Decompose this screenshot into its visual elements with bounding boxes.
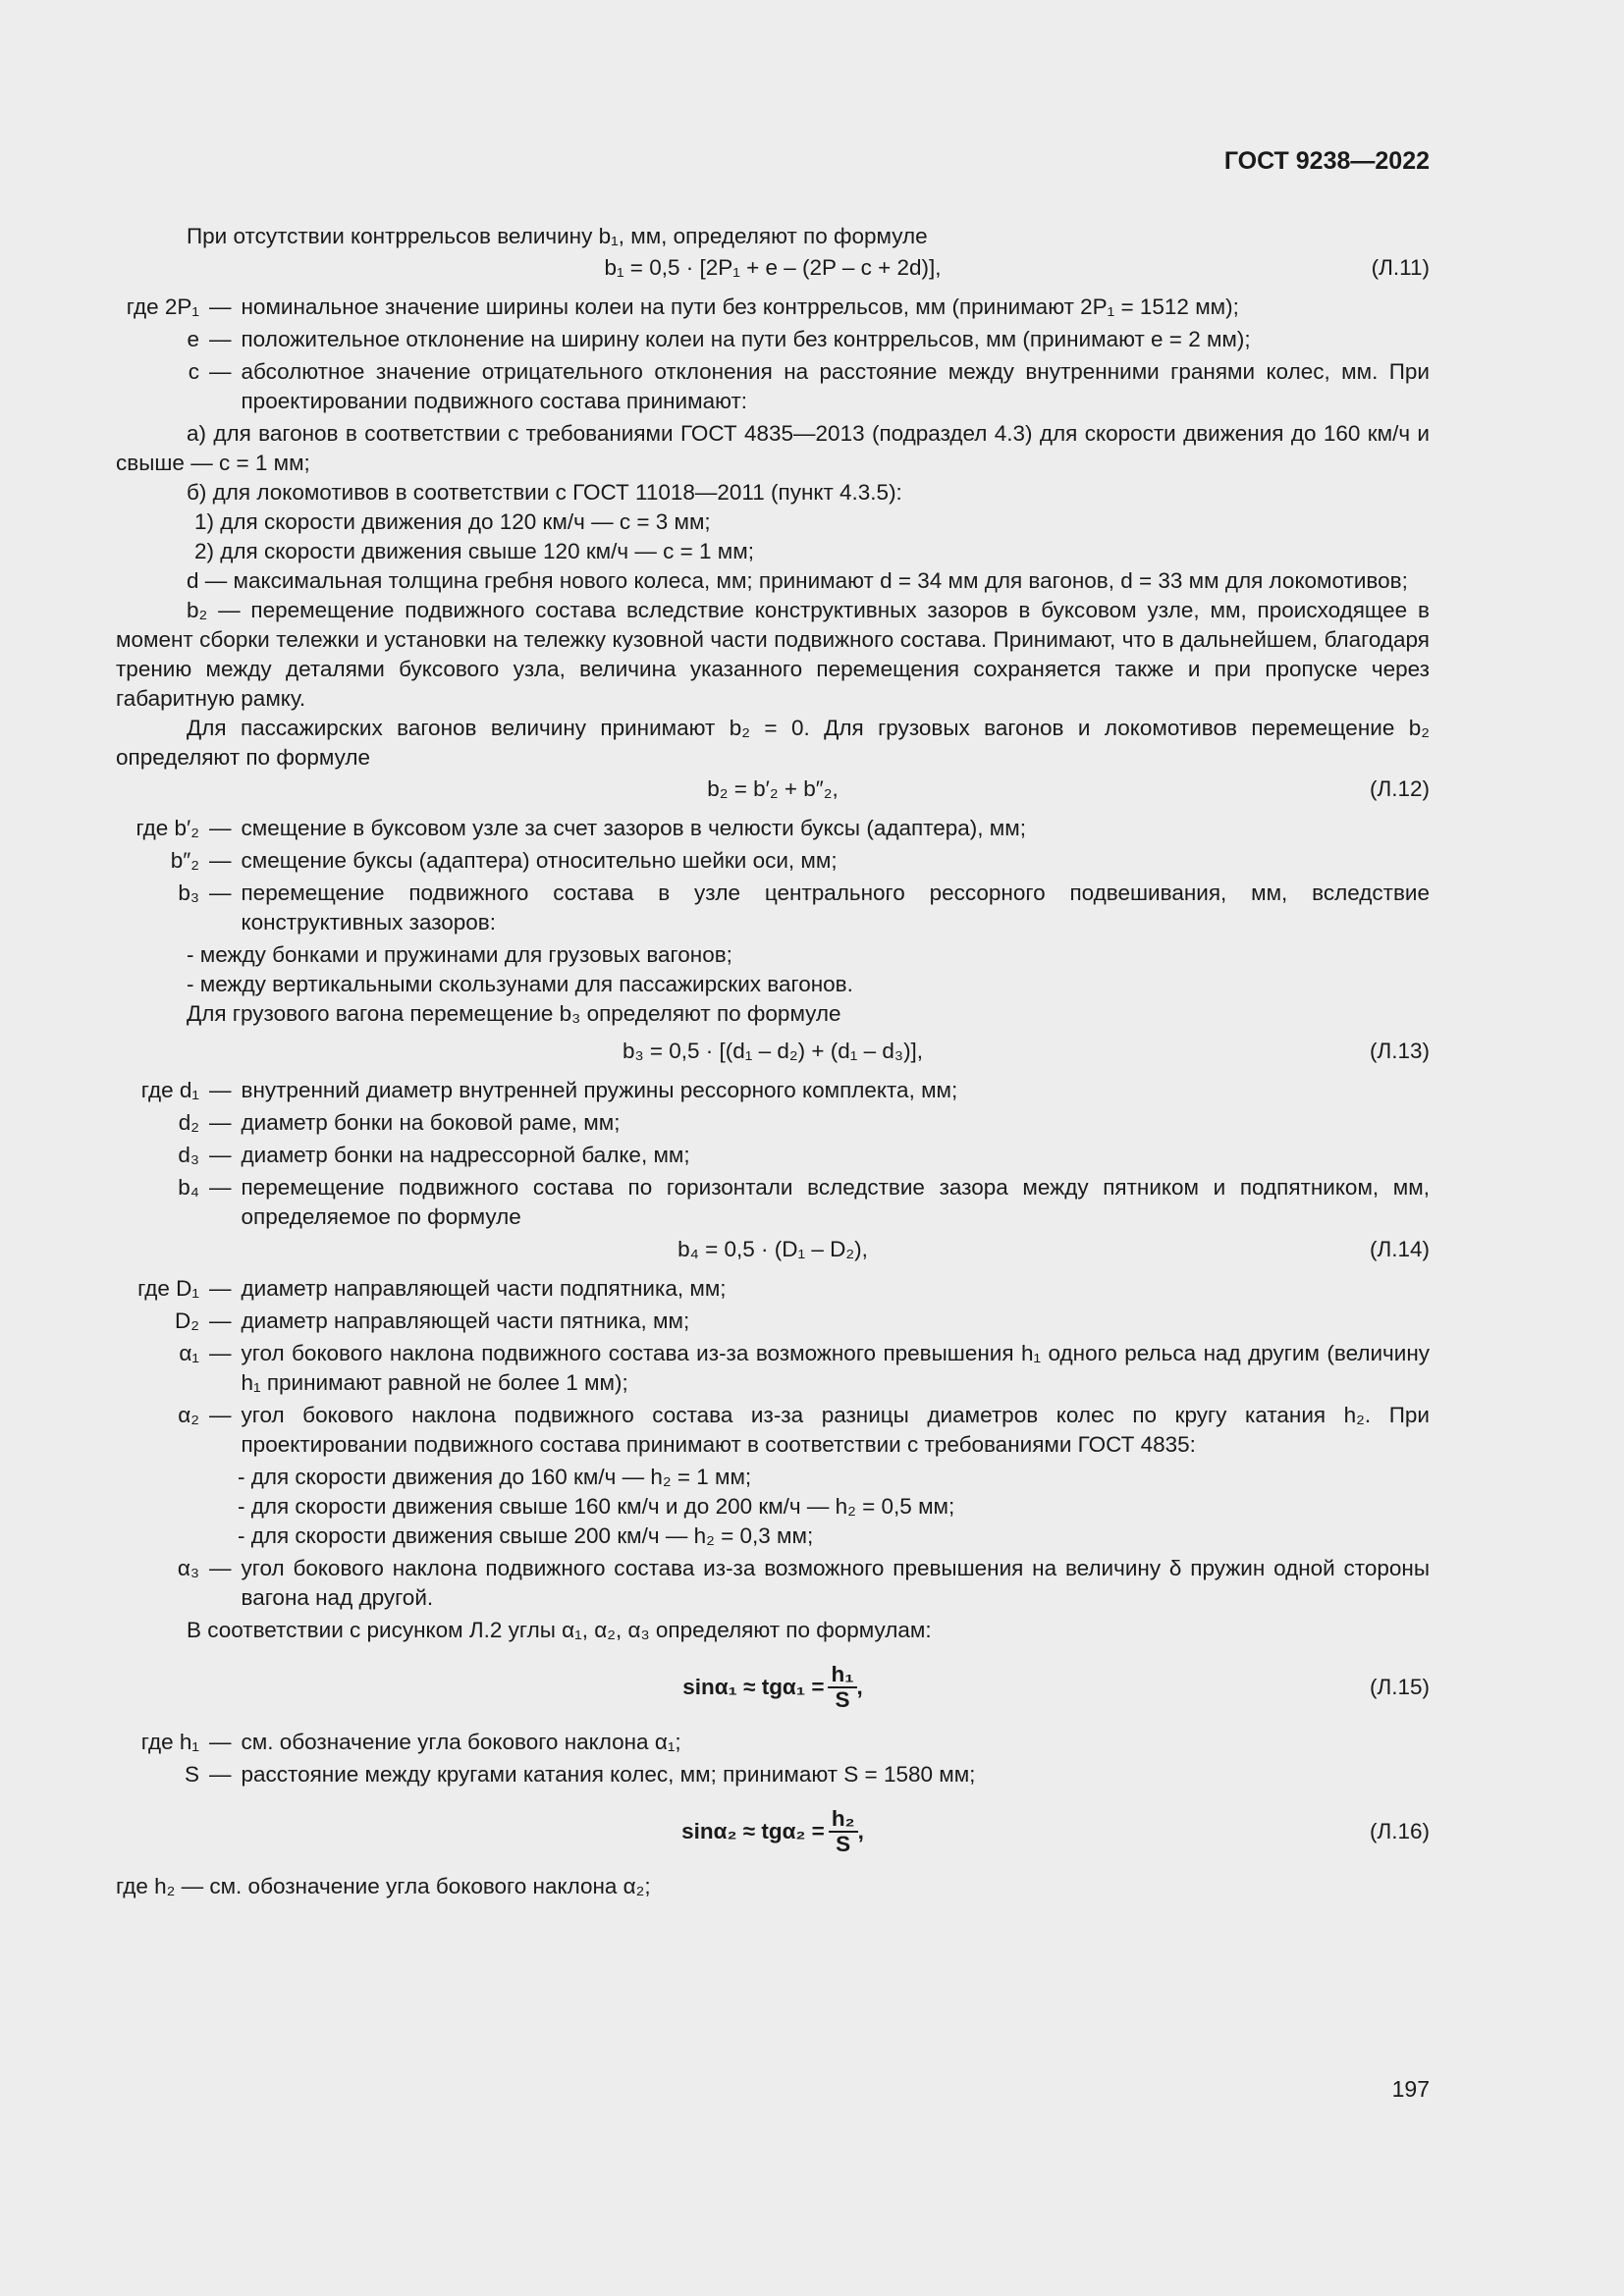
- standard-header: ГОСТ 9238—2022: [1223, 147, 1430, 175]
- definition-text: диаметр направляющей части подпятника, мм;: [241, 1276, 727, 1301]
- dash: —: [209, 881, 232, 905]
- equation-left: sinα₂ ≈ tgα₂ =: [681, 1819, 825, 1843]
- definition-symbol: e: [187, 327, 199, 351]
- definition-item: [116, 1307, 1430, 1336]
- equation-number: (Л.14): [1369, 1237, 1430, 1261]
- fraction-numerator: h₂: [829, 1807, 858, 1833]
- paragraph: В соответствии с рисунком Л.2 углы α₁, α₂, α₃ определяют по формулам:: [187, 1618, 932, 1642]
- definition-item: [116, 1728, 1430, 1757]
- list-item: - для скорости движения свыше 200 км/ч — h₂ = 0,3 мм;: [238, 1523, 814, 1548]
- definition-text: смещение в буксовом узле за счет зазоров в челюсти буксы (адаптера), мм;: [241, 816, 1026, 840]
- paragraph: 2) для скорости движения свыше 120 км/ч — c = 1 мм;: [194, 539, 754, 563]
- definition-item: [116, 1076, 1430, 1105]
- definition-symbol: b″₂: [170, 848, 199, 873]
- equation-number: (Л.11): [1371, 255, 1430, 280]
- definition-text: угол бокового наклона подвижного состава из-за возможного превышения на величину δ пружин одной стороны вагона над другой.: [241, 1556, 1430, 1610]
- list-item: - для скорости движения до 160 км/ч — h₂ = 1 мм;: [238, 1465, 752, 1489]
- definition-item: [116, 1141, 1430, 1170]
- equation-formula: b₂ = b′₂ + b″₂,: [707, 776, 839, 801]
- definition-text: внутренний диаметр внутренней пружины рессорного комплекта, мм;: [241, 1078, 958, 1102]
- equation-l12: [116, 774, 1430, 804]
- list-item: - между вертикальными скользунами для пассажирских вагонов.: [187, 972, 853, 996]
- definition-symbol: где D₁: [137, 1276, 199, 1301]
- definition-symbol: где h₁: [140, 1730, 199, 1754]
- definition-symbol: α₃: [177, 1556, 199, 1580]
- dash: —: [209, 1308, 232, 1333]
- fraction: [828, 1663, 856, 1712]
- equation-l14: [116, 1235, 1430, 1264]
- definition-item: [116, 1108, 1430, 1138]
- dash: —: [209, 1730, 232, 1754]
- fraction-denominator: S: [836, 1832, 851, 1856]
- paragraph: б) для локомотивов в соответствии с ГОСТ 11018—2011 (пункт 4.3.5):: [187, 480, 902, 505]
- definition-item: [116, 1173, 1430, 1232]
- dash: —: [209, 1403, 232, 1427]
- dash: —: [209, 1110, 232, 1135]
- definition-symbol: S: [184, 1762, 199, 1787]
- definition-text: перемещение подвижного состава в узле центрального рессорного подвешивания, мм, вследствие конструктивных зазоров:: [241, 881, 1430, 934]
- definition-text: угол бокового наклона подвижного состава из-за возможного превышения h₁ одного рельса над другим (величину h₁ принимают равной не более 1 мм);: [241, 1341, 1430, 1395]
- equation-formula: b₁ = 0,5 · [2P₁ + e – (2P – c + 2d)],: [604, 255, 942, 280]
- equation-number: (Л.12): [1369, 776, 1430, 801]
- definition-text: см. обозначение угла бокового наклона α₁;: [241, 1730, 681, 1754]
- equation-l11: [116, 253, 1430, 283]
- definition-text: положительное отклонение на ширину колеи на пути без контррельсов, мм (принимают e = 2 мм);: [241, 327, 1251, 351]
- definition-symbol: где b′₂: [135, 816, 199, 840]
- dash: —: [209, 294, 232, 319]
- definition-text: расстояние между кругами катания колес, мм; принимают S = 1580 мм;: [241, 1762, 976, 1787]
- definition-symbol: d₃: [178, 1143, 199, 1167]
- paragraph: а) для вагонов в соответствии с требованиями ГОСТ 4835—2013 (подраздел 4.3) для скорости движения до 160 км/ч и свыше — c = 1 мм;: [116, 421, 1430, 475]
- definition-item: [116, 846, 1430, 876]
- equation-number: (Л.16): [1369, 1819, 1430, 1843]
- equation-number: (Л.15): [1369, 1675, 1430, 1699]
- definition-text: диаметр бонки на надрессорной балке, мм;: [241, 1143, 690, 1167]
- equation-l16: [116, 1807, 1430, 1856]
- definition-text: абсолютное значение отрицательного отклонения на расстояние между внутренними гранями колес, мм. При проектировании подвижного состава принимают:: [241, 359, 1430, 413]
- equation-tail: ,: [857, 1819, 864, 1843]
- definition-symbol: d₂: [178, 1110, 199, 1135]
- definition-item: [116, 357, 1430, 416]
- definition-symbol: c: [188, 359, 199, 384]
- definition-item: [116, 1760, 1430, 1789]
- definition-text: перемещение подвижного состава по горизонтали вследствие зазора между пятником и подпятником, мм, определяемое по формуле: [241, 1175, 1430, 1229]
- definition-text: номинальное значение ширины колеи на пути без контррельсов, мм (принимают 2P₁ = 1512 мм);: [241, 294, 1239, 319]
- definition-item: [116, 1554, 1430, 1613]
- definition-item: [116, 814, 1430, 843]
- definition-text: диаметр направляющей части пятника, мм;: [241, 1308, 690, 1333]
- page-number: 197: [1391, 2076, 1430, 2102]
- equation-formula: b₄ = 0,5 · (D₁ – D₂),: [677, 1237, 868, 1261]
- dash: —: [209, 1341, 232, 1365]
- fraction-numerator: h₁: [828, 1663, 856, 1688]
- definition-item: [116, 1339, 1430, 1398]
- definition-symbol: где 2P₁: [126, 294, 199, 319]
- definition-item: [116, 325, 1430, 354]
- dash: —: [209, 1276, 232, 1301]
- definition-item: [116, 293, 1430, 322]
- dash: —: [209, 816, 232, 840]
- definition-symbol: b₃: [178, 881, 199, 905]
- dash: —: [209, 359, 232, 384]
- definition-item: [116, 1274, 1430, 1304]
- equation-l13: [116, 1037, 1430, 1066]
- definition-text: смещение буксы (адаптера) относительно шейки оси, мм;: [241, 848, 838, 873]
- list-item: - для скорости движения свыше 160 км/ч и до 200 км/ч — h₂ = 0,5 мм;: [238, 1494, 955, 1519]
- dash: —: [209, 1175, 232, 1200]
- dash: —: [209, 1762, 232, 1787]
- paragraph: b₂ — перемещение подвижного состава вследствие конструктивных зазоров в буксовом узле, мм, происходящее в момент сборки тележки и установки на тележку кузовной части подвижного состава. Принимают, что в дальнейшем, благодаря трению между деталями буксового узла, величина указанного перемещения сохраняется также и при пропуске через габаритную рамку.: [116, 598, 1430, 711]
- definition-text: угол бокового наклона подвижного состава из-за разницы диаметров колес по кругу катания h₂. При проектировании подвижного состава принимают в соответствии с требованиями ГОСТ 4835:: [241, 1403, 1430, 1457]
- definition-symbol: b₄: [178, 1175, 199, 1200]
- paragraph: 1) для скорости движения до 120 км/ч — c = 3 мм;: [194, 509, 711, 534]
- paragraph: Для грузового вагона перемещение b₃ определяют по формуле: [187, 1001, 841, 1026]
- definition-symbol: α₁: [179, 1341, 199, 1365]
- dash: —: [209, 327, 232, 351]
- paragraph: d — максимальная толщина гребня нового колеса, мм; принимают d = 34 мм для вагонов, d = 33 мм для локомотивов;: [187, 568, 1408, 593]
- paragraph: При отсутствии контррельсов величину b₁, мм, определяют по формуле: [187, 224, 928, 248]
- equation-l15: [116, 1663, 1430, 1712]
- dash: —: [209, 1078, 232, 1102]
- dash: —: [209, 1556, 232, 1580]
- page-content: [116, 222, 1430, 1901]
- equation-tail: ,: [856, 1675, 863, 1699]
- paragraph: где h₂ — см. обозначение угла бокового наклона α₂;: [116, 1874, 651, 1898]
- dash: —: [209, 1143, 232, 1167]
- definition-symbol: α₂: [178, 1403, 199, 1427]
- equation-number: (Л.13): [1369, 1039, 1430, 1063]
- fraction: [829, 1807, 858, 1856]
- definition-symbol: D₂: [175, 1308, 199, 1333]
- equation-formula: b₃ = 0,5 · [(d₁ – d₂) + (d₁ – d₃)],: [622, 1039, 924, 1063]
- equation-left: sinα₁ ≈ tgα₁ =: [682, 1675, 825, 1699]
- definition-item: [116, 1401, 1430, 1460]
- definition-item: [116, 879, 1430, 937]
- list-item: - между бонками и пружинами для грузовых вагонов;: [187, 942, 732, 967]
- fraction-denominator: S: [835, 1687, 850, 1712]
- dash: —: [209, 848, 232, 873]
- definition-symbol: где d₁: [140, 1078, 199, 1102]
- definition-text: диаметр бонки на боковой раме, мм;: [241, 1110, 621, 1135]
- paragraph: Для пассажирских вагонов величину принимают b₂ = 0. Для грузовых вагонов и локомотивов перемещение b₂ определяют по формуле: [116, 716, 1430, 770]
